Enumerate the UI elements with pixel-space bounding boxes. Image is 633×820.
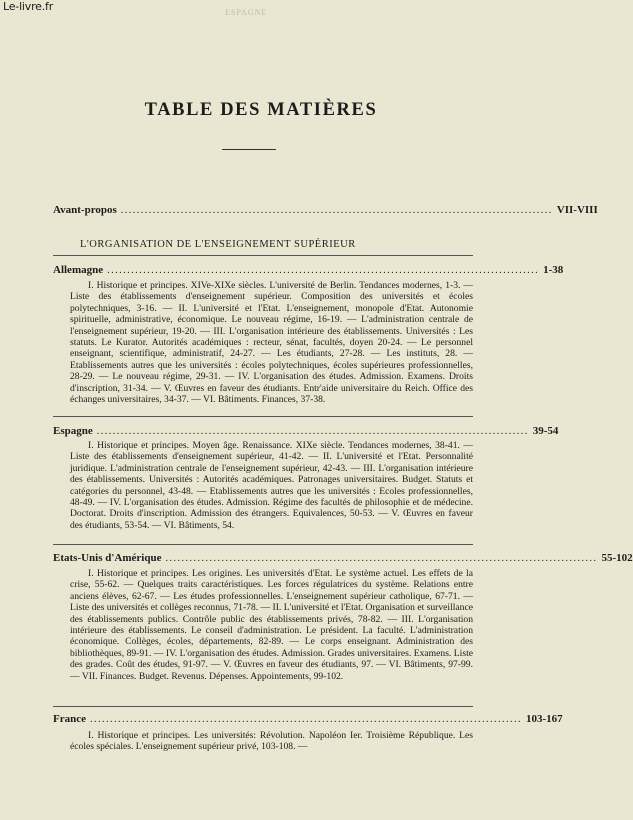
divider bbox=[53, 255, 473, 256]
toc-label: Allemagne bbox=[53, 264, 104, 276]
divider bbox=[53, 544, 473, 545]
section-heading: L'ORGANISATION DE L'ENSEIGNEMENT SUPÉRIEUR bbox=[80, 239, 356, 250]
leader-dots: ............................................................................................................ bbox=[165, 553, 598, 564]
leader-dots: ............................................................................................................ bbox=[107, 265, 540, 276]
toc-pages: 103-167 bbox=[525, 713, 563, 725]
leader-dots: ............................................................................................................ bbox=[89, 714, 522, 725]
toc-entry-espagne[interactable] bbox=[53, 425, 559, 437]
page-header: ESPAGNE bbox=[225, 8, 268, 17]
leader-dots: ............................................................................................................ bbox=[120, 205, 553, 216]
toc-label: France bbox=[53, 713, 86, 725]
leader-dots: ............................................................................................................ bbox=[96, 426, 529, 437]
divider bbox=[53, 706, 473, 707]
page-title: TABLE DES MATIÈRES bbox=[144, 100, 378, 120]
toc-label: Avant-propos bbox=[53, 204, 117, 216]
toc-pages: VII-VIII bbox=[556, 204, 598, 216]
toc-entry-allemagne[interactable] bbox=[53, 264, 564, 276]
watermark: Le-livre.fr bbox=[3, 0, 54, 13]
entry-text: I. Historique et principes. Les origines. Les universités d'Etat. Le système actuel. Les effets de la crise, 55-62. — Quelques traits caractéristiques. Les forces régulatrices du système. Relations entre anciens élèves, 62-67. — Les études professionnelles. L'enseignement supérieur catholique, 67-71. — Liste des universités et collèges reconnus, 71-78. — II. L'université et l'Etat. Organisation et surveillance des établissements publics. Contrôle public des établissements privés, 78-82. — III. L'organisation intérieure des établissements. Le conseil d'administration. Le président. La faculté. L'administration économique. Collèges, écoles, départements, 82-89. — Le corps enseignant. Administration des bibliothèques, 89-91. — IV. L'organisation des études. Admission. Grades universitaires. Examens. Liste des grades. Coût des études, 91-97. — V. Œuvres en faveur des étudiants, 97. — VI. Bâtiments, 97-99. — VII. Finances. Budget. Revenus. Dépenses. Appointements, 99-102. bbox=[70, 568, 473, 682]
toc-pages: 39-54 bbox=[532, 425, 559, 437]
toc-label: Espagne bbox=[53, 425, 93, 437]
toc-entry-etats-unis[interactable] bbox=[53, 552, 633, 564]
entry-text: I. Historique et principes. Moyen âge. Renaissance. XIXe siècle. Tendances modernes, 38-41. — Liste des établissements d'enseignement supérieur, 41-42. — II. L'université et l'Etat. Personnalité juridique. L'administration centrale de l'enseignement supérieur, 42-43. — III. L'organisation intérieure des établissements. Universités : Autorités académiques. Patronages universitaires. Budget. Statuts et catégories du personnel, 43-48. — Etablissements autres que les universités : Ecoles professionnelles, 48-49. — IV. L'organisation des études. Admission. Régime des facultés de philosophie et de médecine. Doctorat. Droits d'inscription. Admission des étrangers. Equivalences, 50-53. — V. Œuvres en faveur des étudiants, 53-54. — VI. Bâtiments, 54. bbox=[70, 440, 473, 531]
toc-pages: 1-38 bbox=[543, 264, 564, 276]
toc-pages: 55-102 bbox=[601, 552, 633, 564]
toc-front-matter[interactable] bbox=[53, 204, 598, 216]
divider bbox=[53, 416, 473, 417]
entry-text: I. Historique et principes. Les universités: Révolution. Napoléon Ier. Troisième République. Les écoles spéciales. L'enseignement supérieur privé, 103-108. — bbox=[70, 730, 473, 753]
toc-label: Etats-Unis d'Amérique bbox=[53, 552, 162, 564]
entry-text: I. Historique et principes. XIVe-XIXe siècles. L'université de Berlin. Tendances modernes, 1-3. — Liste des établissements d'enseignement supérieur. Composition des universités et écoles polytechniques, 3-16. — II. L'université et l'Etat. L'enseignement, monopole d'Etat. Autonomie spirituelle, administrative, économique. Le nouveau régime, 16-19. — L'administration centrale de l'enseignement supérieur, 19-20. — III. L'organisation intérieure des établissements. Universités : Les statuts. Le Kurator. Autorités académiques : recteur, sénat, facultés, doyen 20-24. — Le personnel enseignant, scientifique, administratif, 24-27. — Les étudiants, 27-28. — Les instituts, 28. — Etablissements autres que les universités : écoles polytechniques, écoles supérieures professionnelles, 28-29. — Le nouveau régime, 29-31. — IV. L'organisation des études. Admission. Examens. Droits d'inscription, 31-34. — V. Œuvres en faveur des étudiants. Entr'aide universitaire du Reich. Office des échanges universitaires, 34-37. — VI. Bâtiments. Finances, 37-38. bbox=[70, 280, 473, 406]
toc-entry-france[interactable] bbox=[53, 713, 563, 725]
title-rule bbox=[222, 149, 276, 150]
